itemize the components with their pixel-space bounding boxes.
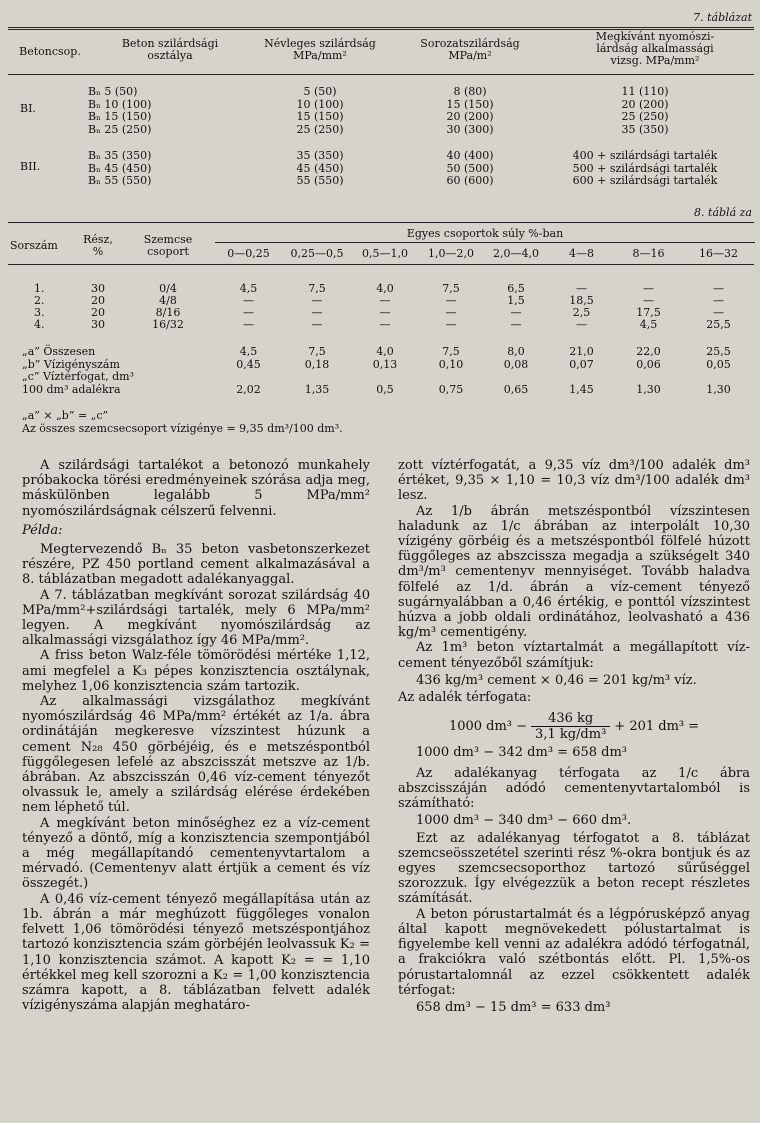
t8-sum-value: 0,5 (376, 382, 394, 396)
t8-note-total: Az összes szemcsecsoport vízigénye = 9,35 dm³/100 dm³. (22, 422, 343, 435)
t8-sum-value: 0,10 (438, 357, 464, 371)
t7-sorozat: 60 (600) (446, 174, 494, 187)
t8-value: — (243, 318, 254, 331)
eq-denominator: 3,1 kg/dm³ (535, 727, 607, 743)
t8-sum-label: „b” Vízigényszám (22, 357, 120, 371)
right-paragraph: Az 1/b ábrán metszéspontból vízszintesen haladunk az 1/c ábrában az interpolált 10,30 vízigény görbéig és a metszéspontból fölfelé húzott függőleges az abszcissza megadja a szükségelt 340 dm³/m³ cementenyv mennyiséget. Tovább haladva fölfelé az 1/d. ábrán a víz-cement tényező sugárnyalábban a 0,46 értékig, e ponttól vízszintest húzva a jobb oldali ordinátához, leolvasható a 436 kg/m³ cementigény. (398, 503, 750, 641)
t8-sum-value: 7,5 (442, 345, 460, 358)
t8-sum-value: 0,18 (304, 357, 330, 371)
t8-value: 6,5 (507, 282, 525, 295)
t8-sum-value: 0,05 (706, 357, 731, 371)
t8-szemcse: 4/8 (159, 294, 177, 307)
t8-value: — (713, 294, 724, 307)
t8-value: 2,5 (572, 306, 591, 319)
t8-header-egyes: Egyes csoportok súly %-ban (406, 227, 564, 240)
t8-value: — (713, 282, 724, 295)
t7-nevleges: 45 (450) (296, 161, 344, 175)
t7-group-name: BI. (20, 101, 36, 115)
t7-osztaly: Bₙ 10 (100) (88, 97, 152, 111)
t7-osztaly: Bₙ 15 (150) (88, 110, 152, 123)
t8-sum-value: 1,30 (706, 382, 731, 396)
t8-header-sorszam: Sorszám (10, 239, 58, 252)
t8-note-formula: „a” × „b” = „c” (22, 409, 109, 422)
t7-megkivant: 11 (110) (621, 85, 669, 98)
t7-header-osztaly: Beton szilárdsági osztálya (121, 37, 219, 62)
t8-header-resz: Rész, % (83, 233, 113, 258)
t7-osztaly: Bₙ 25 (250) (88, 122, 152, 136)
t8-value: — (510, 306, 522, 319)
t8-sum-value: 1,30 (636, 382, 661, 396)
t8-range-header: 4—8 (569, 247, 594, 260)
t8-value: — (243, 306, 254, 319)
t8-value: — (379, 318, 391, 331)
t7-header-megkivant: Megkívánt nyomószi- lárdság alkalmassági vizsg. MPa/mm² (595, 30, 715, 67)
table-7-title: 7. táblázat (693, 11, 752, 24)
t8-range-header: 0,5—1,0 (362, 247, 408, 260)
t8-sum-value: 1,35 (304, 382, 330, 396)
t8-sum-value: 0,06 (636, 357, 661, 371)
t8-range-header: 0,25—0,5 (290, 247, 344, 260)
t7-megkivant: 400 + szilárdsági tartalék (572, 149, 718, 162)
t8-value: — (510, 318, 522, 331)
t8-sum-value: 4,5 (239, 345, 258, 358)
t7-nevleges: 15 (150) (296, 110, 344, 123)
t7-osztaly: Bₙ 45 (450) (88, 161, 152, 175)
t8-value: — (576, 318, 587, 331)
t8-resz: 20 (91, 294, 105, 307)
t8-sum-value: 1,45 (569, 382, 594, 396)
t7-nevleges: 10 (100) (296, 97, 344, 111)
t8-sorszam: 1. (34, 282, 45, 295)
t8-szemcse: 16/32 (152, 318, 184, 331)
left-paragraph: Példa: (22, 522, 63, 538)
t7-group-name: BII. (20, 159, 41, 173)
right-paragraph: 436 kg/m³ cement × 0,46 = 201 kg/m³ víz. (416, 672, 697, 688)
t8-sum-label: „a” Összesen (22, 345, 96, 358)
t8-value: 4,0 (376, 282, 394, 295)
t7-sorozat: 15 (150) (446, 97, 494, 111)
t8-resz: 30 (91, 282, 105, 295)
equation-result: 1000 dm³ − 342 dm³ = 658 dm³ (416, 744, 628, 760)
t8-header-szemcse: Szemcse csoport (143, 233, 193, 258)
t7-nevleges: 5 (50) (303, 85, 337, 98)
t8-sorszam: 2. (34, 294, 45, 307)
t7-osztaly: Bₙ 55 (550) (88, 174, 152, 187)
eq-part-c: = (688, 719, 700, 735)
t8-range-header: 16—32 (699, 247, 738, 260)
t8-szemcse: 0/4 (159, 282, 177, 295)
t8-value: 25,5 (706, 318, 731, 331)
t8-value: — (379, 306, 391, 319)
left-paragraph: A megkívánt beton minőséghez ez a víz-cement tényező a döntő, míg a konzisztencia szempontjából a még megállapítandó cementenyvtartalom a mérvadó. (Cementenyv alatt értjük a cement és víz összegét.) (22, 815, 370, 892)
t7-h0: Betoncsop. (19, 45, 81, 58)
t7-sorozat: 40 (400) (446, 149, 494, 162)
t8-sum-value: 21,0 (569, 345, 594, 358)
left-paragraph: A 7. táblázatban megkívánt sorozat szilárdság 40 MPa/mm²+szilárdsági tartalék, mely 6 MPa/mm² legyen. A megkívánt nyomószilárdság az alkalmassági vizsgálathoz így 46 MPa/mm². (22, 587, 370, 649)
t7-header-betoncsop (10, 46, 90, 58)
equation-adalek (398, 711, 750, 742)
left-paragraph: Az alkalmassági vizsgálathoz megkívánt nyomószilárdság 46 MPa/mm² értékét az 1/a. ábra ordinátáján megkeresve vízszintest húzunk a cement N₂₈ 450 görbéjéig, és e metszéspontból függőlegesen lefelé az abszcisszát metszve az 1/b. ábrában. Az abszcisszán 0,46 víz-cement tényezőt olvassuk le, amely a szilárdság elérése érdekében nem léphető túl. (22, 694, 370, 816)
t7-osztaly: Bₙ 5 (50) (88, 85, 138, 98)
t8-value: 17,5 (636, 306, 661, 319)
t8-value: — (445, 318, 457, 331)
eq-numerator: 436 kg (531, 711, 610, 727)
t8-range-header: 1,0—2,0 (428, 247, 474, 260)
right-column (398, 458, 750, 1017)
t7-sorozat: 20 (200) (446, 110, 494, 123)
t8-value: — (243, 294, 254, 307)
eq-part-b: + 201 dm³ (614, 719, 685, 735)
right-paragraph: zott víztérfogatát, a 9,35 víz dm³/100 adalék dm³ értéket, 9,35 × 1,10 = 10,3 víz dm³/100 adalék dm³ lesz. (398, 458, 750, 504)
t7-megkivant: 20 (200) (621, 97, 669, 111)
t8-value: — (713, 306, 724, 319)
t8-value: — (445, 294, 457, 307)
t8-value: 7,5 (308, 282, 326, 295)
right-paragraph: 1000 dm³ − 340 dm³ − 660 dm³. (416, 813, 632, 829)
t8-value: — (643, 294, 654, 307)
t8-sum-value: 0,65 (503, 382, 529, 396)
t7-nevleges: 55 (550) (296, 174, 344, 187)
t8-value: — (379, 294, 391, 307)
t8-sum-value: 22,0 (636, 345, 661, 358)
right-paragraph: Ezt az adalékanyag térfogatot a 8. táblázat szemcseösszetétel szerinti rész %-okra bontjuk és az egyes szemcsecsoporthoz tartozó sűrűséggel szorozzuk. Így elvégezzük a beton recept részletes számítását. (398, 830, 750, 907)
t8-sum-value: 0,08 (503, 357, 529, 371)
t8-value: — (445, 306, 457, 319)
left-column (22, 458, 370, 1013)
t8-range-header: 2,0—4,0 (493, 247, 539, 260)
t8-sum-value: 0,13 (372, 357, 398, 371)
left-paragraph: A 0,46 víz-cement tényező megállapítása után az 1b. ábrán a már meghúzott függőleges vonalon felvett 1,06 tömörödési tényező metszéspontjához tartozó konzisztencia szám görbéjén leolvassuk K₂ = 1,10 konzisztencia számot. A kapott K₂ = = 1,10 értékkel meg kell szorozni a K₂ = 1,00 konzisztencia számra kapott, a 8. táblázatban felvett adalék vízigényszáma alapján meghatáro- (22, 891, 370, 1014)
right-paragraph: Az adalék térfogata: (398, 690, 532, 706)
t8-range-header: 0—0,25 (227, 247, 270, 260)
t8-resz: 20 (91, 306, 105, 319)
t8-sum-value: 8,0 (507, 345, 525, 358)
t8-sum-value: 25,5 (706, 345, 731, 358)
t7-nevleges: 35 (350) (296, 149, 344, 162)
t8-sum-value: 7,5 (308, 345, 326, 358)
t8-sorszam: 4. (34, 318, 45, 331)
t8-szemcse: 8/16 (155, 306, 181, 319)
t7-nevleges: 25 (250) (296, 122, 344, 136)
left-paragraph: A friss beton Walz-féle tömörödési mértéke 1,12, ami megfelel a K₃ pépes konzisztencia osztálynak, melyhez 1,06 konzisztencia szám tartozik. (22, 648, 370, 694)
t7-osztaly: Bₙ 35 (350) (88, 149, 152, 162)
t8-value: — (576, 282, 587, 295)
t8-sum-value: 0,75 (438, 382, 464, 396)
t8-value: 18,5 (569, 294, 594, 307)
t8-value: 4,5 (639, 318, 658, 331)
t8-resz: 30 (91, 318, 105, 331)
right-paragraph: A beton pórustartalmát és a légpórusképző anyag által kapott megnövekedett pólustartalmat is figyelembe kell venni az adalékra adódó térfogatnál, a frakciókra való szétbontás előtt. Pl. 1,5%-os pórustartalomnál az ezzel csökkentett adalék térfogat: (398, 906, 750, 998)
t8-value: — (643, 282, 654, 295)
left-paragraph: A szilárdsági tartalékot a betonozó munkahely próbakocka törési eredményeinek szórása adja meg, máskülönben legalább 5 MPa/mm² nyomószilárdságnak célszerű felvenni. (22, 458, 370, 519)
right-paragraph: Az adalékanyag térfogata az 1/c ábra abszcisszáján adódó cementenyvtartalomból is számítható: (398, 765, 750, 812)
right-paragraph: 658 dm³ − 15 dm³ = 633 dm³ (416, 999, 611, 1015)
t7-megkivant: 500 + szilárdsági tartalék (572, 161, 718, 175)
t7-megkivant: 600 + szilárdsági tartalék (572, 174, 718, 187)
t8-sum-label: „c” Víztérfogat, dm³ (22, 370, 135, 383)
t8-sorszam: 3. (34, 306, 45, 319)
t8-value: — (311, 294, 323, 307)
t8-value: — (311, 306, 323, 319)
t7-sorozat: 50 (500) (446, 161, 494, 175)
table-8-title: 8. táblá za (694, 206, 752, 219)
t8-range-header: 8—16 (632, 247, 665, 260)
t7-header-sorozat: Sorozatszilárdság MPa/m² (420, 37, 520, 62)
t8-sum-value: 0,07 (569, 357, 594, 371)
t8-value: — (311, 318, 323, 331)
t8-sum-value: 0,45 (236, 357, 261, 371)
t7-megkivant: 35 (350) (621, 122, 669, 136)
right-paragraph: Az 1m³ beton víztartalmát a megállapított víz-cement tényezőből számítjuk: (398, 640, 750, 671)
t7-megkivant: 25 (250) (621, 110, 669, 123)
eq-part-a: 1000 dm³ − (448, 719, 528, 735)
t8-value: 4,5 (239, 282, 258, 295)
t8-sum-value: 4,0 (376, 345, 394, 358)
left-paragraph: Megtervezendő Bₙ 35 beton vasbetonszerkezet részére, PZ 450 portland cement alkalmazásával a 8. táblázatban megadott adalékanyaggal. (22, 542, 370, 588)
t7-sorozat: 30 (300) (446, 122, 494, 136)
t8-value: 7,5 (442, 282, 460, 295)
t8-value: 1,5 (507, 294, 525, 307)
t8-sum-value: 2,02 (236, 382, 261, 396)
eq-fraction (531, 711, 610, 742)
t8-sum-label: 100 dm³ adalékra (22, 382, 121, 396)
t7-header-nevleges: Névleges szilárdság MPa/mm² (264, 37, 376, 62)
t7-sorozat: 8 (80) (453, 85, 487, 98)
